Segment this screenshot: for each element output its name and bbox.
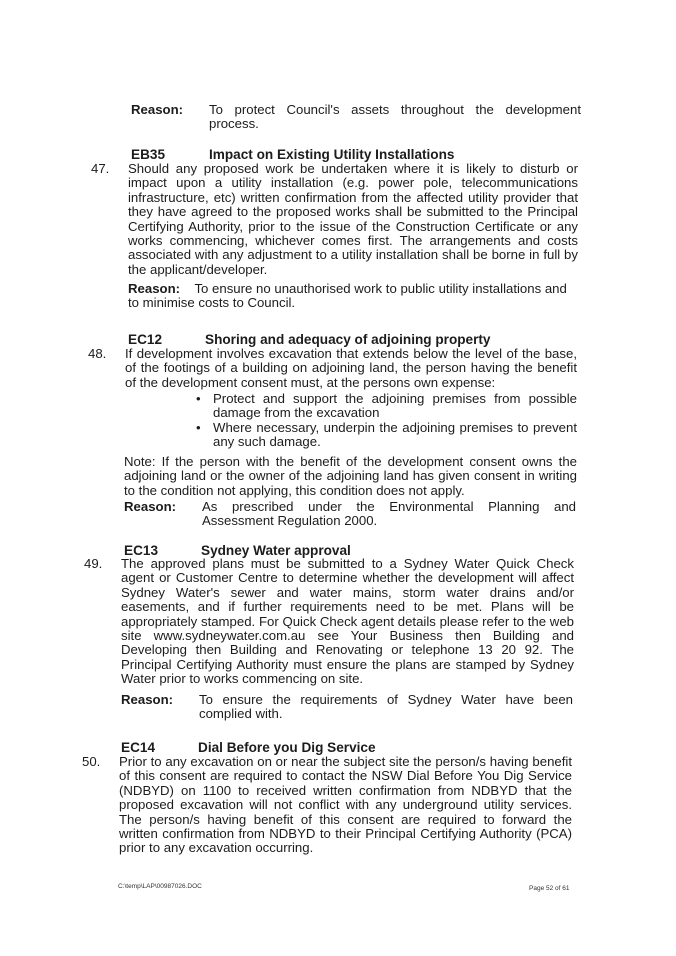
condition-number: 50. bbox=[82, 754, 101, 769]
condition-code: EC12 bbox=[128, 332, 163, 347]
reason-label: Reason: bbox=[128, 281, 181, 296]
condition-note: Note: If the person with the benefit of the development consent owns the adjoining land or the owner of the adjoining land has given consent in writing to the condition not applying, this condition does not apply. bbox=[124, 454, 577, 498]
condition-body: If development involves excavation that extends below the level of the base, of the footings of a building on adjoining land, the person having the benefit of the development consent must, at the persons own expense: bbox=[125, 346, 577, 390]
list-item: • Where necessary, underpin the adjoining premises to prevent any such damage. bbox=[196, 419, 577, 450]
footer-page-number: Page 52 of 61 bbox=[529, 885, 570, 892]
list-item: • Protect and support the adjoining premises from possible damage from the excavation bbox=[196, 391, 577, 421]
reason-label: Reason: bbox=[131, 102, 184, 117]
condition-title: Sydney Water approval bbox=[201, 543, 351, 558]
reason-text: To protect Council's assets throughout the development process. bbox=[209, 102, 581, 132]
condition-number: 47. bbox=[91, 161, 110, 176]
condition-title: Shoring and adequacy of adjoining property bbox=[205, 332, 491, 347]
condition-reason bbox=[128, 282, 578, 311]
bullet-icon: • bbox=[196, 419, 201, 435]
condition-code: EB35 bbox=[131, 147, 166, 162]
condition-number: 48. bbox=[88, 346, 107, 361]
reason-text: As prescribed under the Environmental Planning and Assessment Regulation 2000. bbox=[202, 499, 576, 529]
bullet-list bbox=[192, 392, 577, 450]
condition-code: EC14 bbox=[121, 740, 156, 755]
reason-label: Reason: bbox=[121, 692, 174, 707]
condition-code: EC13 bbox=[124, 543, 159, 558]
bullet-icon: • bbox=[196, 391, 201, 406]
reason-text: To ensure the requirements of Sydney Water have been complied with. bbox=[199, 692, 573, 722]
condition-title: Impact on Existing Utility Installations bbox=[209, 147, 455, 162]
condition-number: 49. bbox=[84, 556, 103, 571]
condition-body: Prior to any excavation on or near the subject site the person/s having benefit of this consent are required to contact the NSW Dial Before You Dig Service (NDBYD) on 1100 to received written confirmation from NDBYD that the proposed excavation will not conflict with any underground utility services. The person/s having benefit of this consent are required to forward the written confirmation from NDBYD to their Principal Certifying Authority (PCA) prior to any excavation occurring. bbox=[119, 754, 572, 856]
condition-title: Dial Before you Dig Service bbox=[198, 740, 376, 755]
condition-body: The approved plans must be submitted to a Sydney Water Quick Check agent or Customer Centre to determine whether the development will affect Sydney Water's sewer and water mains, storm water drains and/or easements, and if further requirements need to be met. Plans will be appropriately stamped. For Quick Check agent details please refer to the web site www.sydneywater.com.au see Your Business then Building and Developing then Building and Renovating or telephone 13 20 92. The Principal Certifying Authority must ensure the plans are stamped by Sydney Water prior to works commencing on site. bbox=[121, 556, 574, 687]
condition-body: Should any proposed work be undertaken where it is likely to disturb or impact upon a utility installation (e.g. power pole, telecommunications infrastructure, etc) written confirmation from the affected utility provider that they have agreed to the proposed works shall be submitted to the Principal Certifying Authority, prior to the issue of the Construction Certificate or any works commencing, whichever comes first. The arrangements and costs associated with any adjustment to a utility installation shall be borne in full by the applicant/developer. bbox=[128, 161, 578, 277]
reason-text: To ensure no unauthorised work to public utility installations and to minimise costs to Council. bbox=[128, 281, 567, 311]
reason-label: Reason: bbox=[124, 499, 177, 514]
footer-file-path: C:\temp\LAP\00987026.DOC bbox=[118, 883, 202, 890]
